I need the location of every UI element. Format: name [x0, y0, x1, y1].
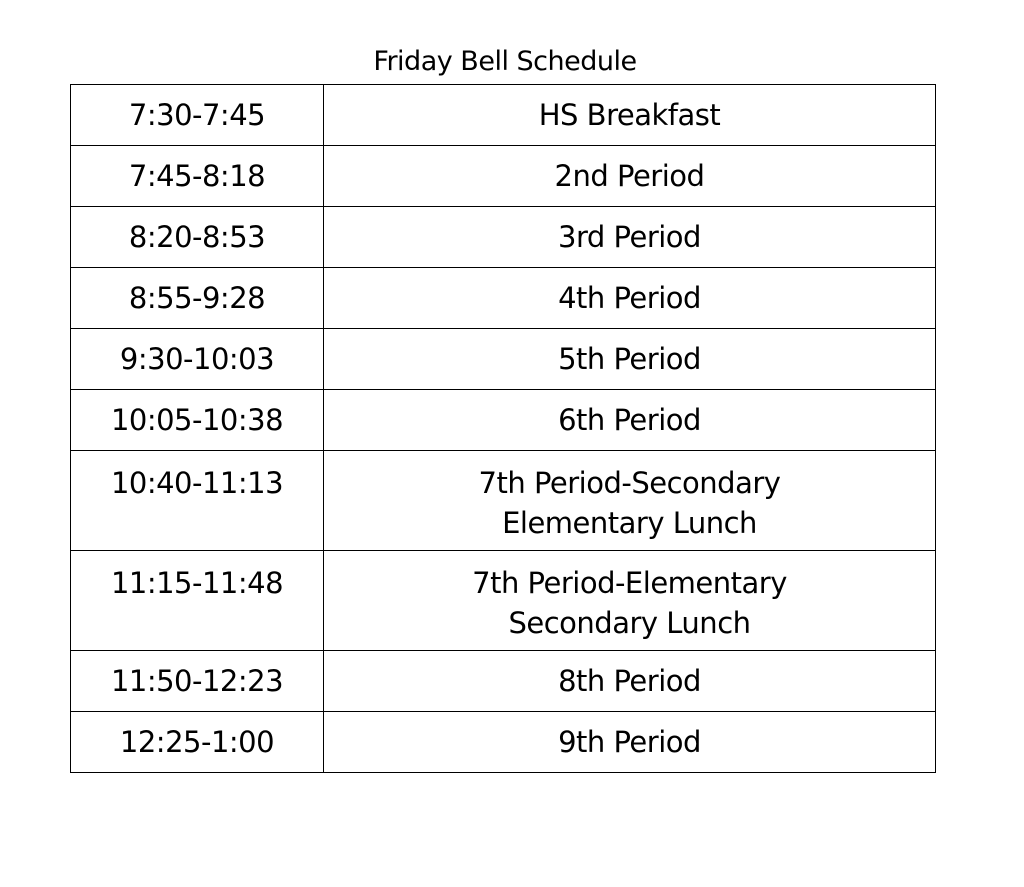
time-cell: 10:05-10:38 [71, 390, 324, 451]
event-line: Secondary Lunch [508, 606, 751, 640]
event-line: 7th Period-Elementary [472, 566, 787, 600]
bell-schedule-table [70, 84, 936, 773]
event-cell: 4th Period [324, 268, 936, 329]
time-cell: 12:25-1:00 [71, 712, 324, 773]
table-row [71, 551, 936, 651]
event-cell: 8th Period [324, 651, 936, 712]
event-cell [324, 451, 936, 551]
time-cell: 7:45-8:18 [71, 146, 324, 207]
table-row [71, 712, 936, 773]
time-cell: 7:30-7:45 [71, 85, 324, 146]
table-row [71, 451, 936, 551]
event-cell: 3rd Period [324, 207, 936, 268]
event-cell: 6th Period [324, 390, 936, 451]
event-cell: HS Breakfast [324, 85, 936, 146]
time-cell: 8:55-9:28 [71, 268, 324, 329]
time-cell: 8:20-8:53 [71, 207, 324, 268]
time-cell: 10:40-11:13 [71, 451, 324, 551]
table-row [71, 207, 936, 268]
time-cell: 11:15-11:48 [71, 551, 324, 651]
event-cell [324, 551, 936, 651]
table-row [71, 146, 936, 207]
event-line: Elementary Lunch [502, 506, 757, 540]
table-row [71, 85, 936, 146]
table-row [71, 268, 936, 329]
event-cell: 5th Period [324, 329, 936, 390]
page-title: Friday Bell Schedule [373, 46, 637, 77]
event-cell: 2nd Period [324, 146, 936, 207]
time-cell: 9:30-10:03 [71, 329, 324, 390]
time-cell: 11:50-12:23 [71, 651, 324, 712]
table-row [71, 651, 936, 712]
event-cell: 9th Period [324, 712, 936, 773]
event-line: 7th Period-Secondary [478, 466, 781, 500]
table-row [71, 329, 936, 390]
table-row [71, 390, 936, 451]
